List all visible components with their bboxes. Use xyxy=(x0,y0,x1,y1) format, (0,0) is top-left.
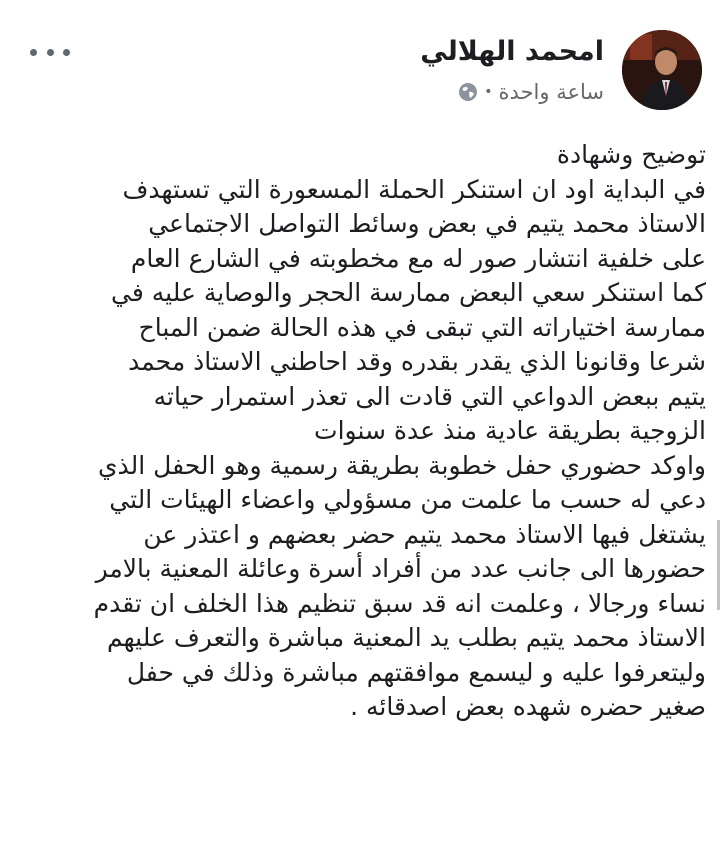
more-dot xyxy=(30,49,37,56)
post-header xyxy=(0,18,720,118)
more-dot xyxy=(47,49,54,56)
post-text-line: صغير حضره شهده بعض اصدقائه . xyxy=(350,692,706,721)
post-text-line: يتيم ببعض الدواعي التي قادت الى تعذر استمرار حياته xyxy=(153,381,706,411)
post-text-line: يشتغل فيها الاستاذ محمد يتيم حضر بعضهم و اعتذر عن xyxy=(143,519,706,549)
post-text-line: الاستاذ محمد يتيم في بعض وسائط التواصل الاجتماعي xyxy=(148,209,706,238)
post-text-line: حضورها الى جانب عدد من أفراد أسرة وعائلة المعنية بالامر xyxy=(95,554,706,583)
post-text-line: وليتعرفوا عليه و ليسمع موافقتهم مباشرة وذلك في حفل xyxy=(126,657,706,687)
post-text-line: واوكد حضوري حفل خطوبة بطريقة رسمية وهو الحفل الذي xyxy=(97,450,706,480)
post-text-line: شرعا وقانونا الذي يقدر بقدره وقد احاطني الاستاذ محمد xyxy=(128,347,706,376)
post-text-line: ممارسة اختياراته التي تبقى في هذه الحالة ضمن المباح xyxy=(138,312,706,342)
post-timestamp[interactable]: ساعة واحدة xyxy=(498,80,604,104)
post-text-line: في البداية اود ان استنكر الحملة المسعورة التي تستهدف xyxy=(122,174,706,204)
post-text-line: على خلفية انتشار صور له مع مخطوبته في الشارع العام xyxy=(130,243,706,273)
globe-icon xyxy=(458,82,478,102)
post-text-line: الاستاذ محمد يتيم بطلب يد المعنية مباشرة والتعرف عليهم xyxy=(107,623,706,652)
post-title-line: توضيح وشهادة xyxy=(556,140,706,169)
more-dot xyxy=(63,49,70,56)
post-meta xyxy=(458,80,604,104)
post-text-line: كما استنكر سعي البعض ممارسة الحجر والوصاية عليه في xyxy=(111,278,706,307)
post-text-line: دعي له حسب ما علمت من مسؤولي واعضاء الهيئات التي xyxy=(109,485,706,514)
post-body xyxy=(16,138,706,725)
meta-separator: • xyxy=(484,84,493,100)
post-text-line: نساء ورجالا ، وعلمت انه قد سبق تنظيم هذا الخلف ان تقدم xyxy=(93,588,706,618)
author-name[interactable]: امحمد الهلالي xyxy=(420,36,604,67)
more-options-icon[interactable] xyxy=(30,42,70,62)
author-avatar[interactable] xyxy=(622,30,702,110)
post-text-line: الزوجية بطريقة عادية منذ عدة سنوات xyxy=(314,416,706,445)
avatar-image xyxy=(622,30,702,110)
